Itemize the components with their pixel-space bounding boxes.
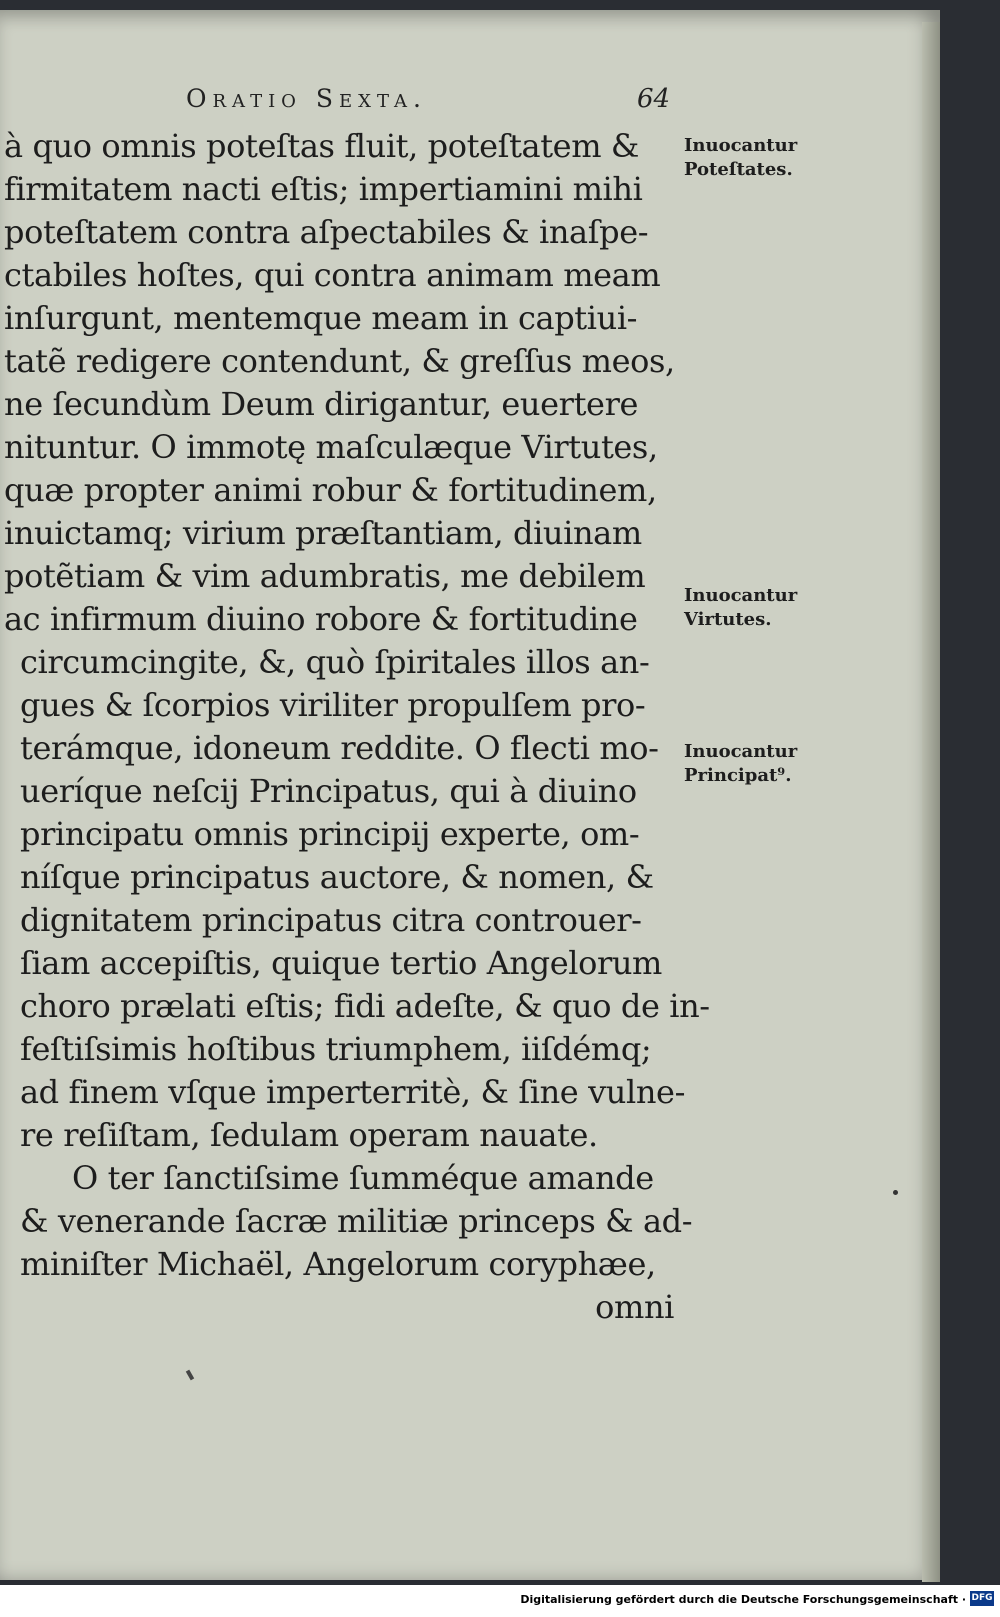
text-line: terámque, idoneum reddite. O flecti mo- xyxy=(20,729,659,767)
text-line: firmitatem nacti eſtis; impertiamini mihi xyxy=(4,170,643,208)
text-line: quæ propter animi robur & fortitudinem, xyxy=(4,471,657,509)
text-line: ctabiles hoſtes, qui contra animam meam xyxy=(4,256,661,294)
text-line: tatẽ redigere contendunt, & greſſus meos, xyxy=(4,342,675,380)
running-title: Oratio Sexta. xyxy=(186,84,427,113)
ink-speck xyxy=(893,1190,898,1195)
text-line: re reſiſtam, ſedulam operam nauate. xyxy=(20,1116,598,1154)
text-line: miniſter Michaël, Angelorum coryphæe, xyxy=(20,1245,656,1283)
text-line: choro prælati eſtis; fidi adeſte, & quo de in- xyxy=(20,987,710,1025)
text-line: ad finem vſque imperterritè, & ſine vulne- xyxy=(20,1073,685,1111)
margin-note-principatus xyxy=(684,740,797,788)
margin-note-line: Poteſtates. xyxy=(684,159,793,180)
text-line: dignitatem principatus citra controuer- xyxy=(20,901,642,939)
text-line: poteſtatem contra aſpectabiles & inaſpe- xyxy=(4,213,649,251)
text-line: feſtiſsimis hoſtibus triumphem, iiſdémq; xyxy=(20,1030,652,1068)
catchword: omni xyxy=(595,1288,674,1326)
text-line: principatu omnis principij experte, om- xyxy=(20,815,640,853)
margin-note-line: Inuocantur xyxy=(684,741,798,762)
text-line: gues & ſcorpios viriliter propulſem pro- xyxy=(20,686,646,724)
page-header xyxy=(0,84,940,124)
text-line: nituntur. O immotę maſculæque Virtutes, xyxy=(4,428,658,466)
margin-note-line: Inuocantur xyxy=(684,135,798,156)
main-text-block xyxy=(4,125,710,1329)
margin-note-virtutes xyxy=(684,584,797,632)
margin-note-potestates xyxy=(684,134,797,182)
footer-bar xyxy=(0,1585,1000,1617)
text-line: ac infirmum diuino robore & fortitudine xyxy=(4,600,638,638)
funding-credit: Digitalisierung gefördert durch die Deutsche Forschungsgemeinschaft · xyxy=(520,1593,966,1606)
text-line: inuictamq; virium præſtantiam, diuinam xyxy=(4,514,642,552)
text-line: ueríque neſcij Principatus, qui à diuino xyxy=(20,772,637,810)
text-line: ſiam accepiſtis, quique tertio Angelorum xyxy=(20,944,663,982)
text-line: inſurgunt, mentemque meam in captiui- xyxy=(4,299,638,337)
ink-speck xyxy=(186,1370,194,1381)
margin-note-line: Principat⁹. xyxy=(684,765,792,786)
dfg-logo: DFG xyxy=(970,1591,994,1606)
text-line: níſque principatus auctore, & nomen, & xyxy=(20,858,654,896)
book-page xyxy=(0,10,940,1580)
text-line: & venerande ſacræ militiæ princeps & ad- xyxy=(20,1202,693,1240)
text-line: ne ſecundùm Deum dirigantur, euertere xyxy=(4,385,638,423)
margin-note-line: Inuocantur xyxy=(684,585,798,606)
margin-note-line: Virtutes. xyxy=(684,609,772,630)
page-edge xyxy=(922,22,940,1582)
page-number: 64 xyxy=(637,84,671,114)
text-line: circumcingite, &, quò ſpiritales illos an- xyxy=(20,643,650,681)
text-line: à quo omnis poteſtas fluit, poteſtatem & xyxy=(4,127,640,165)
text-line: O ter ſanctiſsime ſumméque amande xyxy=(72,1159,654,1197)
text-line: potẽtiam & vim adumbratis, me debilem xyxy=(4,557,646,595)
